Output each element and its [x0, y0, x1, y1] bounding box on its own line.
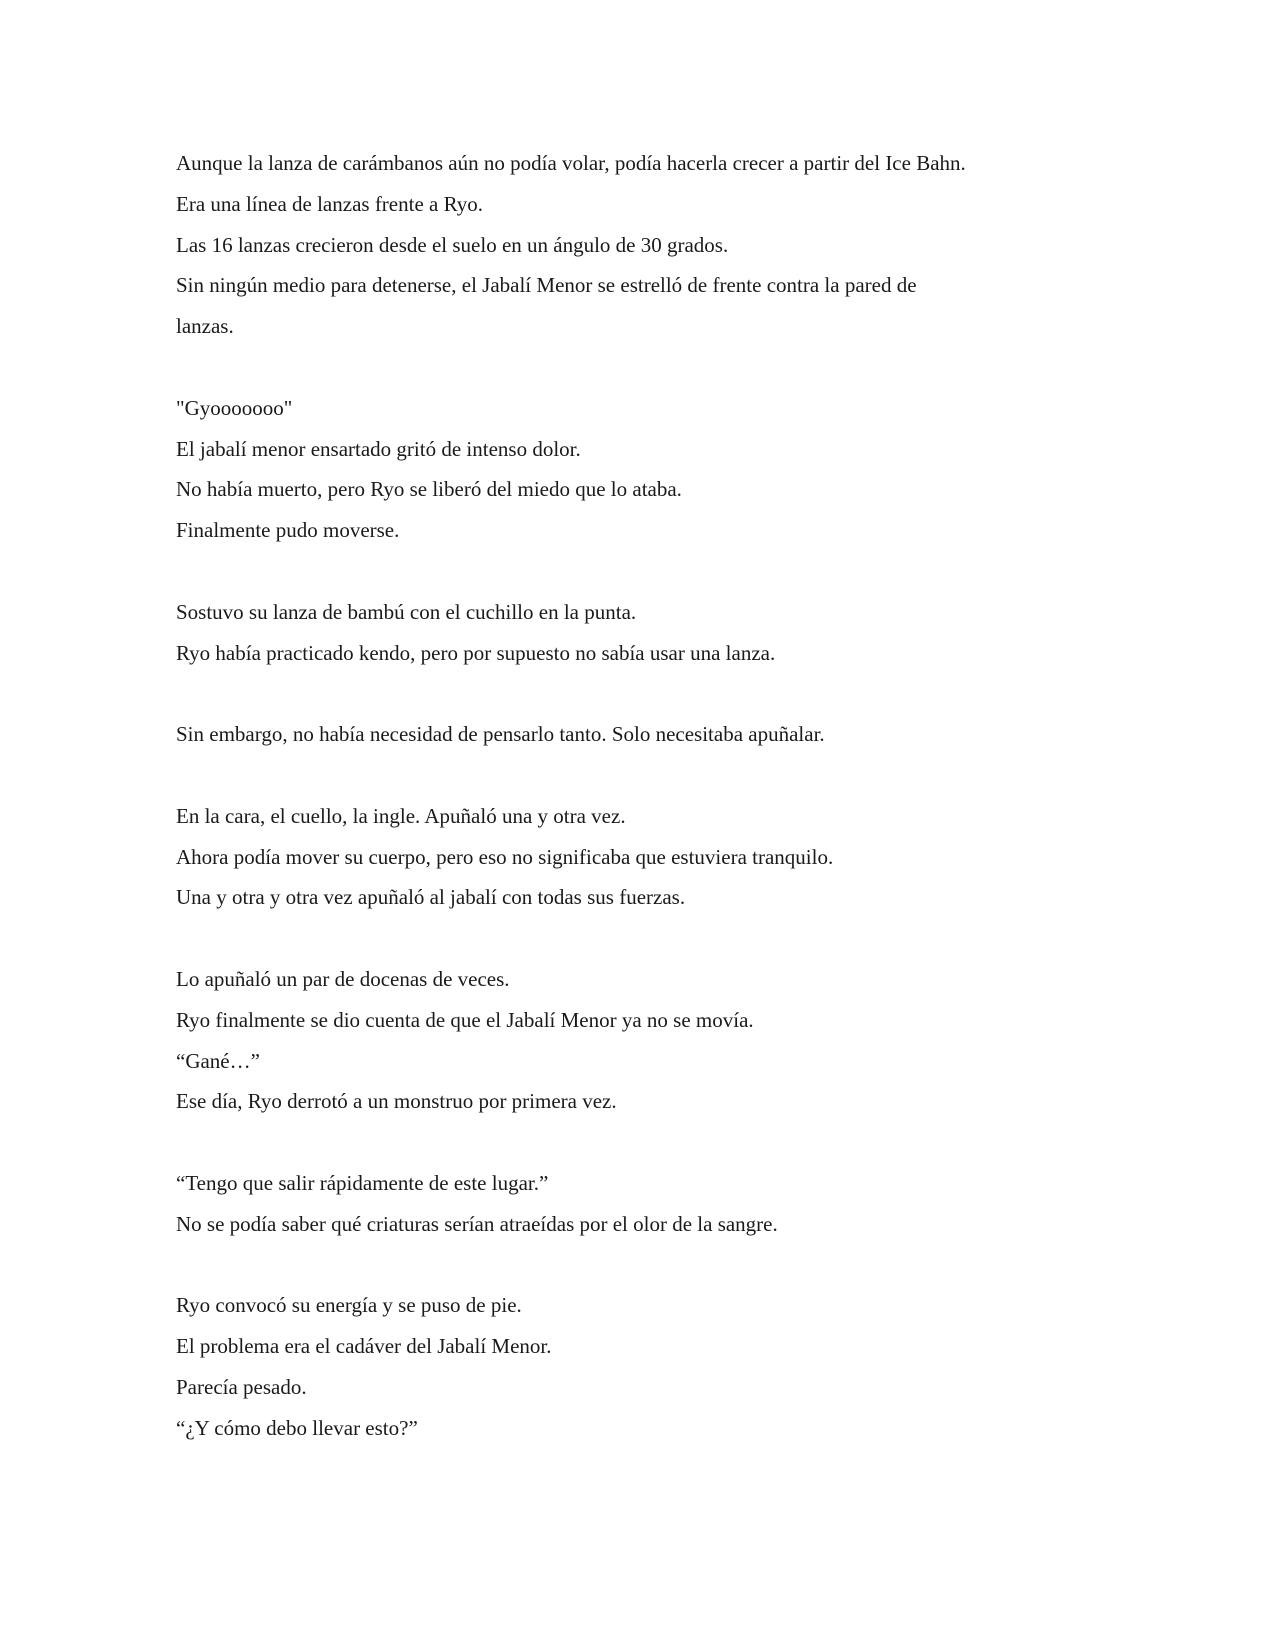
text-line: Sin embargo, no había necesidad de pensarlo tanto. Solo necesitaba apuñalar.	[176, 722, 825, 747]
text-line: “¿Y cómo debo llevar esto?”	[176, 1415, 418, 1440]
text-line: Ryo finalmente se dio cuenta de que el Jabalí Menor ya no se movía.	[176, 1007, 754, 1032]
paragraph-gap	[176, 347, 1126, 388]
text-line: Ryo convocó su energía y se puso de pie.	[176, 1293, 522, 1318]
text-line: Finalmente pudo moverse.	[176, 518, 400, 543]
text-line: Era una línea de lanzas frente a Ryo.	[176, 191, 484, 216]
text-line: No se podía saber qué criaturas serían atraeídas por el olor de la sangre.	[176, 1211, 778, 1236]
paragraph-gap	[176, 551, 1126, 592]
text-line: Ahora podía mover su cuerpo, pero eso no significaba que estuviera tranquilo.	[176, 844, 834, 869]
text-line: Lo apuñaló un par de docenas de veces.	[176, 966, 510, 991]
paragraph-gap	[176, 755, 1126, 796]
text-line: Aunque la lanza de carámbanos aún no podía volar, podía hacerla crecer a partir del Ice Bahn.	[176, 151, 966, 175]
text-line: “Tengo que salir rápidamente de este lugar.”	[176, 1170, 549, 1195]
text-line: El jabalí menor ensartado gritó de intenso dolor.	[176, 436, 581, 461]
paragraph-gap	[176, 673, 1126, 714]
text-line: “Gané…”	[176, 1048, 260, 1073]
text-line: Una y otra y otra vez apuñaló al jabalí con todas sus fuerzas.	[176, 885, 686, 910]
text-line: lanzas.	[176, 314, 234, 339]
paragraph-gap	[176, 1245, 1126, 1286]
text-line: Las 16 lanzas crecieron desde el suelo en un ángulo de 30 grados.	[176, 232, 729, 257]
paragraph-gap	[176, 918, 1126, 959]
text-line: El problema era el cadáver del Jabalí Menor.	[176, 1334, 552, 1359]
text-line: Ese día, Ryo derrotó a un monstruo por primera vez.	[176, 1089, 617, 1114]
paragraph-gap	[176, 1122, 1126, 1163]
text-line: Ryo había practicado kendo, pero por supuesto no sabía usar una lanza.	[176, 640, 776, 665]
text-line: Sostuvo su lanza de bambú con el cuchillo en la punta.	[176, 599, 637, 624]
text-line: En la cara, el cuello, la ingle. Apuñaló una y otra vez.	[176, 803, 626, 828]
text-line: "Gyooooooo"	[176, 395, 293, 420]
text-line: Parecía pesado.	[176, 1374, 307, 1399]
text-line: Sin ningún medio para detenerse, el Jabalí Menor se estrelló de frente contra la pared de	[176, 273, 917, 298]
document-body	[176, 143, 1126, 1449]
text-line: No había muerto, pero Ryo se liberó del miedo que lo ataba.	[176, 477, 682, 502]
